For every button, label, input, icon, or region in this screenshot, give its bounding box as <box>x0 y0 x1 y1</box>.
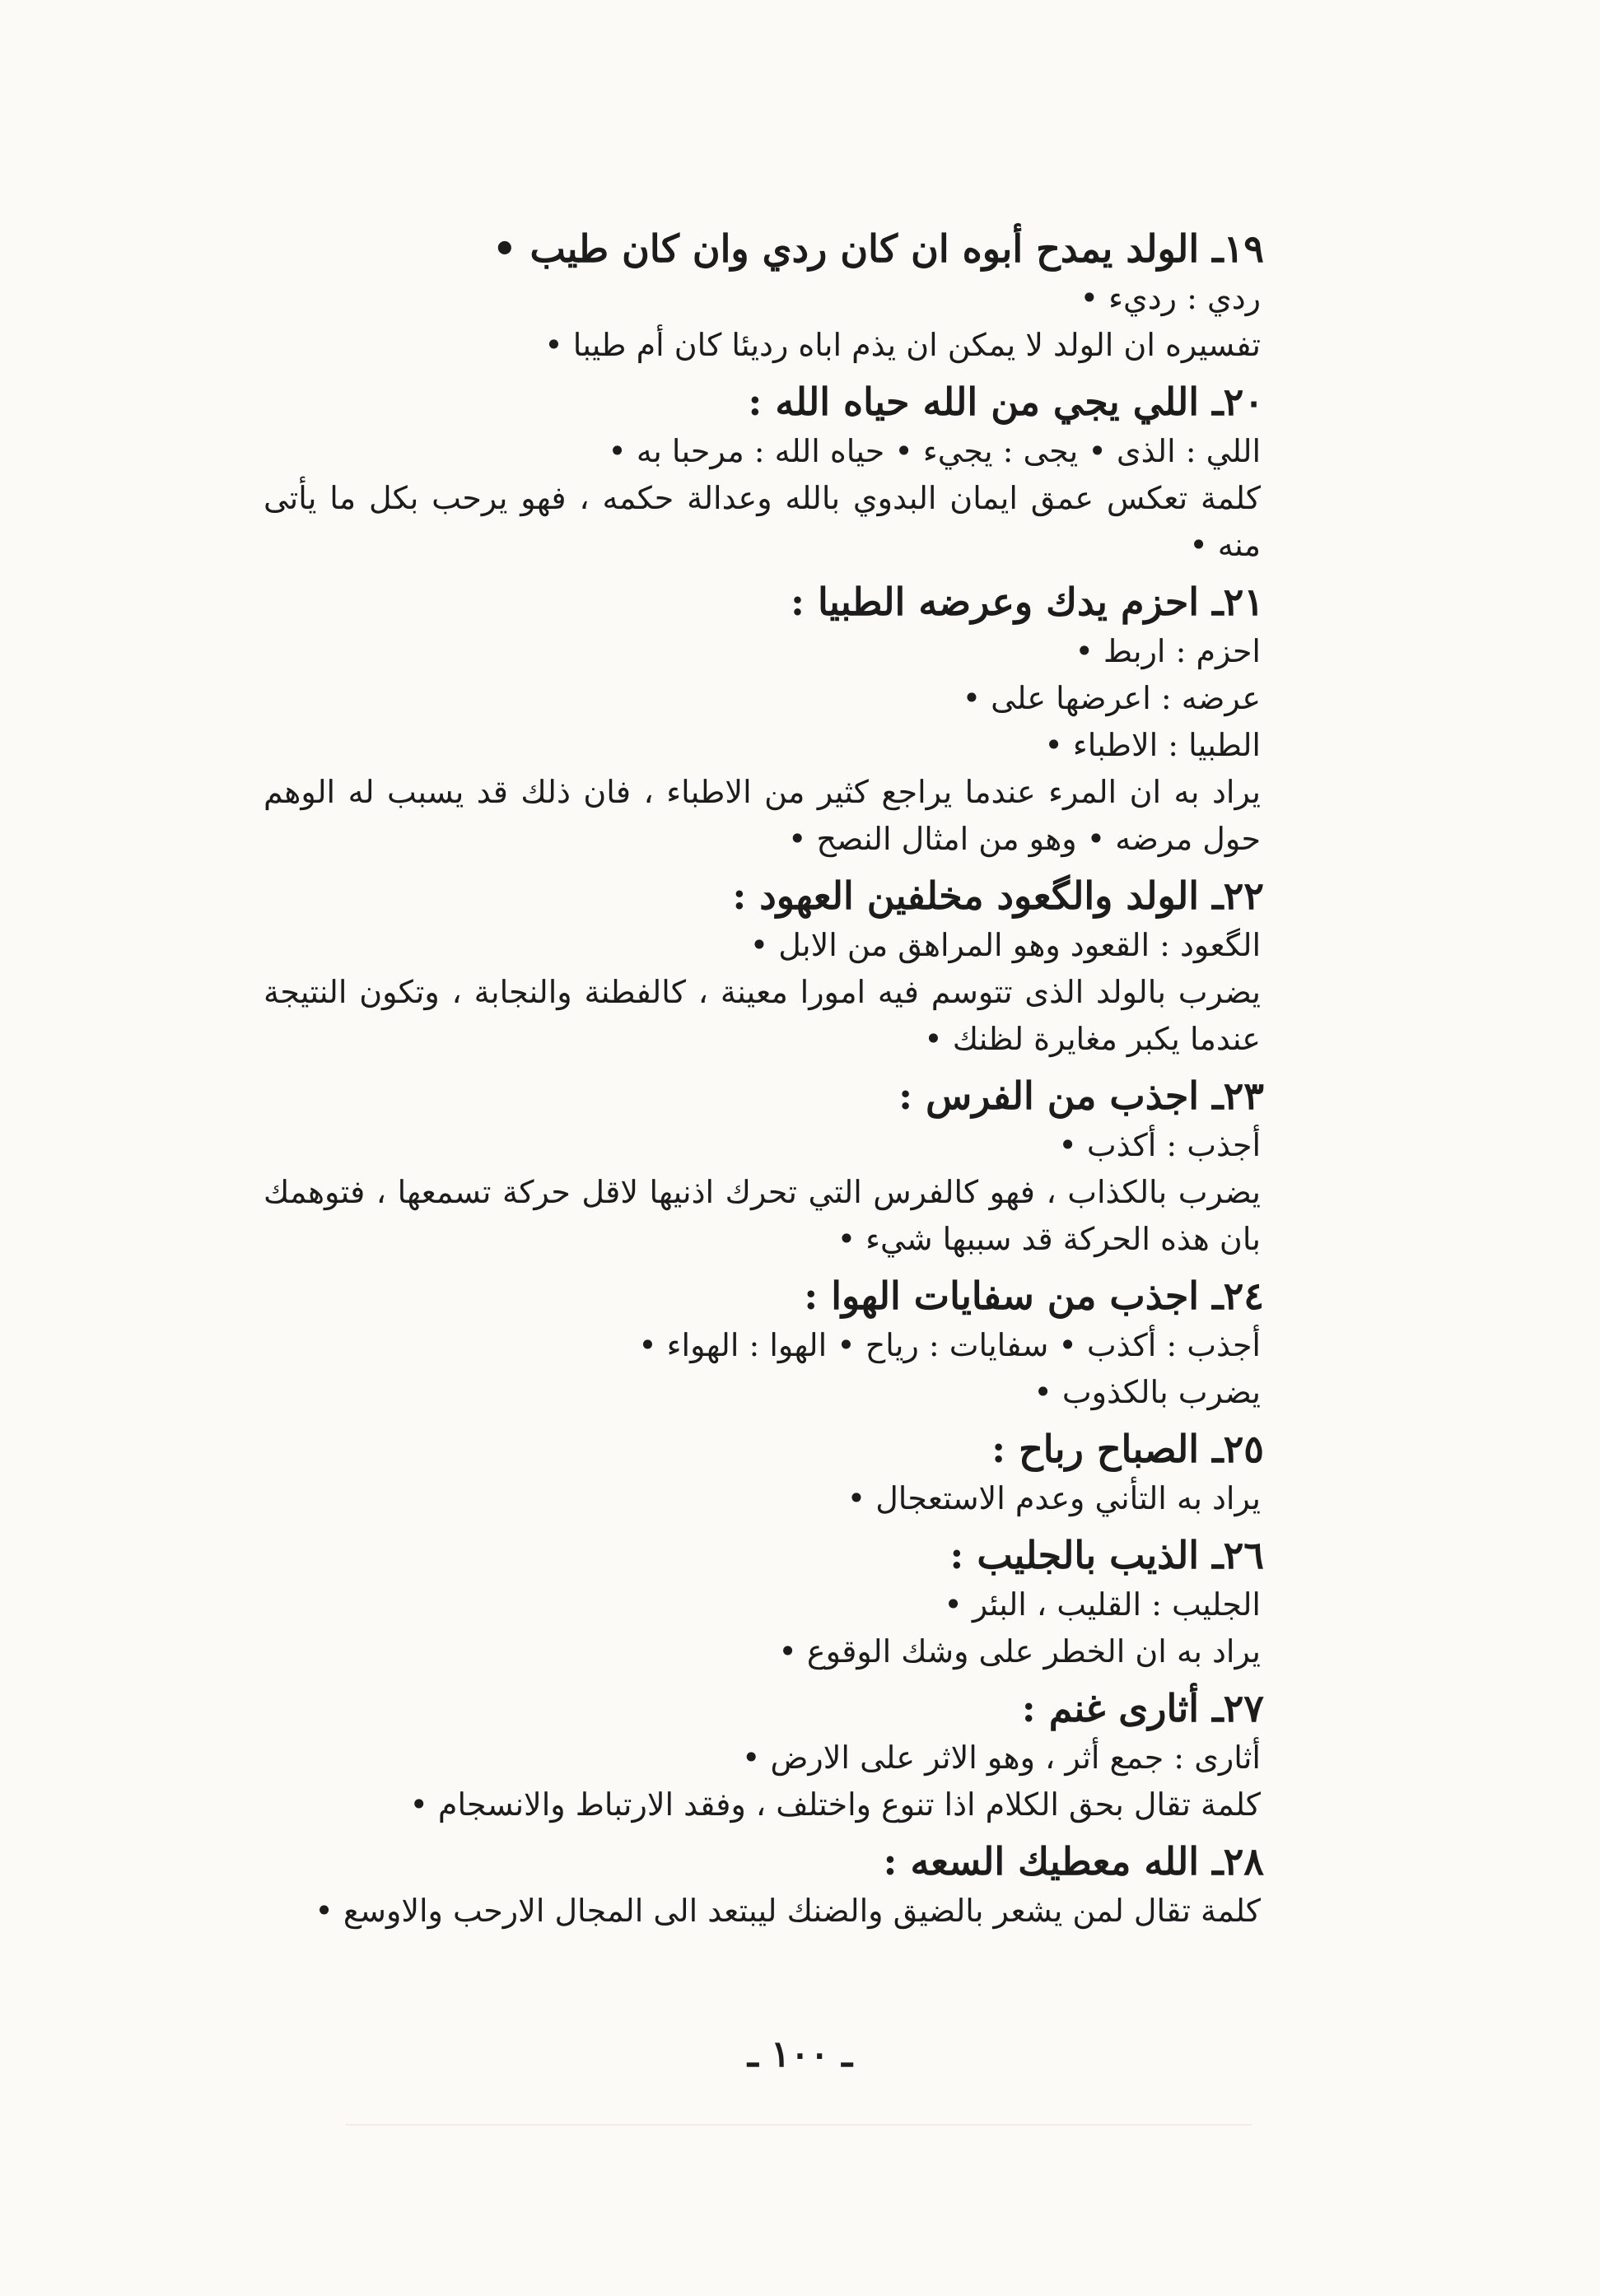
proverb-gloss: الطبيا : الاطباء • <box>1044 727 1261 763</box>
proverb-number: ٢٣ـ <box>1212 1073 1264 1118</box>
proverb-number: ٢٢ـ <box>1212 873 1264 918</box>
proverb-gloss: أجذب : أكذب • سفايات : رياح • الهوا : الهواء • <box>638 1327 1261 1363</box>
proverb-explanation: يضرب بالكذاب ، فهو كالفرس التي تحرك اذنيها لاقل حركة تسمعها ، فتوهمك بان هذه الحركة قد سببها شيء • <box>264 1174 1261 1257</box>
proverb-heading <box>264 869 1264 922</box>
proverb-heading <box>264 1069 1264 1122</box>
proverb-title: أثارى غنم : <box>1021 1686 1200 1730</box>
proverb-title: احزم يدك وعرضه الطبيا : <box>791 580 1200 624</box>
proverb-entry <box>264 1682 1264 1828</box>
proverb-explanation: يراد به ان الخطر على وشك الوقوع • <box>778 1633 1261 1670</box>
proverb-heading <box>264 1423 1264 1475</box>
proverb-gloss: احزم : اربط • <box>1075 633 1261 669</box>
proverb-heading <box>264 375 1264 428</box>
proverb-heading <box>264 1529 1264 1581</box>
proverb-entry <box>264 1269 1264 1416</box>
proverb-gloss: أجذب : أكذب • <box>1058 1127 1261 1163</box>
page-body <box>264 222 1264 1941</box>
proverb-heading <box>264 575 1264 628</box>
proverb-number: ١٩ـ <box>1212 226 1264 271</box>
proverb-number: ٢٦ـ <box>1212 1533 1264 1577</box>
proverb-gloss: ردي : رديء • <box>1080 280 1261 316</box>
proverb-entry <box>264 222 1264 369</box>
proverb-title: الصباح رباح : <box>991 1427 1200 1471</box>
proverb-number: ٢٤ـ <box>1212 1274 1264 1318</box>
proverb-gloss: عرضه : اعرضها على • <box>962 680 1261 716</box>
proverb-entry <box>264 375 1264 569</box>
proverb-number: ٢٧ـ <box>1212 1686 1264 1730</box>
proverb-gloss: اللي : الذى • يجى : يجيء • حياه الله : مرحبا به • <box>608 433 1261 469</box>
proverb-entry <box>264 869 1264 1063</box>
proverb-title: اللي يجي من الله حياه الله : <box>748 380 1200 424</box>
proverb-entry <box>264 575 1264 863</box>
proverb-number: ٢٠ـ <box>1212 380 1264 424</box>
proverb-number: ٢٥ـ <box>1212 1427 1264 1471</box>
proverb-explanation: يراد به التأني وعدم الاستعجال • <box>847 1480 1261 1516</box>
proverb-title: الله معطيك السعه : <box>883 1839 1200 1884</box>
proverb-title: اجذب من الفرس : <box>898 1073 1200 1118</box>
proverb-entry <box>264 1529 1264 1675</box>
proverb-title: الذيب بالجليب : <box>949 1533 1200 1577</box>
proverb-number: ٢٨ـ <box>1212 1839 1264 1884</box>
proverb-title: اجذب من سفايات الهوا : <box>804 1274 1200 1318</box>
proverb-explanation: يضرب بالولد الذى تتوسم فيه امورا معينة ، كالفطنة والنجابة ، وتكون النتيجة عندما يكبر مغايرة لظنك • <box>264 974 1261 1057</box>
proverb-heading <box>264 222 1264 275</box>
proverb-heading <box>264 1269 1264 1322</box>
page-number: ـ ١٠٠ ـ <box>747 2033 853 2075</box>
proverb-gloss: أثارى : جمع أثر ، وهو الاثر على الارض • <box>741 1739 1261 1776</box>
show-through-line <box>346 2124 1252 2126</box>
proverb-entry <box>264 1423 1264 1522</box>
proverb-explanation: كلمة تعكس عمق ايمان البدوي بالله وعدالة حكمه ، فهو يرحب بكل ما يأتى منه • <box>264 480 1261 563</box>
proverb-explanation: يراد به ان المرء عندما يراجع كثير من الاطباء ، فان ذلك قد يسبب له الوهم حول مرضه • وهو من امثال النصح • <box>264 774 1261 857</box>
proverb-gloss: الگعود : القعود وهو المراهق من الابل • <box>749 927 1261 963</box>
proverb-explanation: كلمة تقال لمن يشعر بالضيق والضنك ليبتعد الى المجال الارحب والاوسع • <box>315 1893 1261 1929</box>
proverb-entry <box>264 1069 1264 1263</box>
proverb-entry <box>264 1835 1264 1935</box>
proverb-heading <box>264 1835 1264 1888</box>
proverb-explanation: تفسيره ان الولد لا يمكن ان يذم اباه رديئا كان أم طيبا • <box>544 327 1261 363</box>
proverb-explanation: كلمة تقال بحق الكلام اذا تنوع واختلف ، وفقد الارتباط والانسجام • <box>409 1786 1261 1823</box>
proverb-title: الولد يمدح أبوه ان كان ردي وان كان طيب • <box>492 226 1200 271</box>
proverb-explanation: يضرب بالكذوب • <box>1033 1374 1261 1410</box>
proverb-number: ٢١ـ <box>1212 580 1264 624</box>
proverb-title: الولد والگعود مخلفين العهود : <box>732 873 1200 918</box>
proverb-heading <box>264 1682 1264 1735</box>
proverb-gloss: الجليب : القليب ، البئر • <box>944 1586 1261 1623</box>
